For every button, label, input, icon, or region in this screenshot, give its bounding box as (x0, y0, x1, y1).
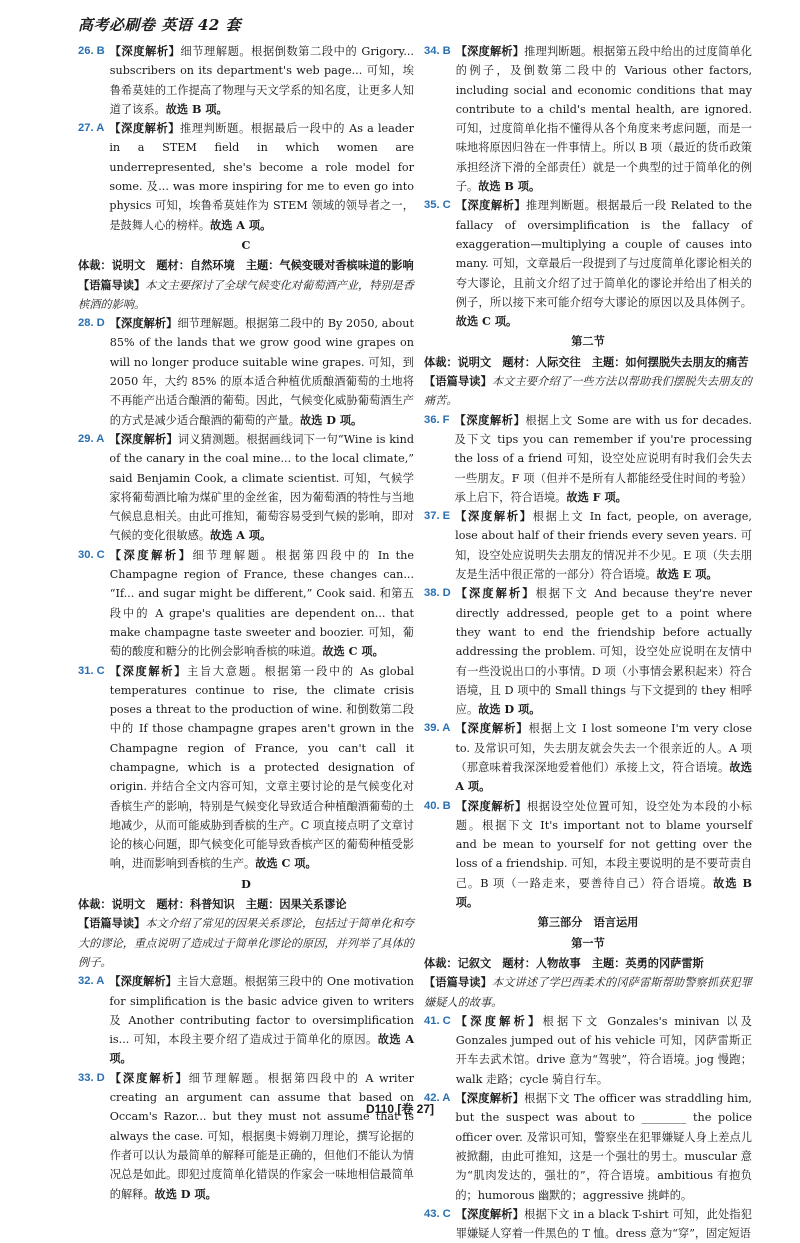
right-column (424, 42, 752, 1243)
question-number: 41. C (424, 1014, 451, 1027)
page-header-title: 高考必刷卷 英语 42 套 (78, 16, 242, 34)
answer-item (424, 797, 752, 913)
answer-item (78, 430, 414, 546)
analysis-tag: 【深度解析】 (109, 974, 177, 989)
passage-meta: 体裁：说明文 题材：科普知识 主题：因果关系谬论 (78, 897, 347, 912)
analysis-tag: 【深度解析】 (109, 663, 188, 678)
explanation-text: 推理判断题。根据最后一段 Related to the fallacy of oversimplification is the fallacy of exaggeration—multiplying a couple of causes into many. 可知，文章最后一段提到了与过度简单化谬论相关的夸大谬论，且前文介绍了过于简单化的谬论并给出了相关的例子，所以接下来可能介绍夸大谬论的原因以及具体例子。 (455, 199, 752, 309)
analysis-tag: 【深度解析】 (455, 586, 536, 601)
answer-explanation (456, 1205, 752, 1243)
answer-conclusion: 故选 D 项。 (299, 412, 363, 427)
passage-meta: 体裁：记叙文 题材：人物故事 主题：英勇的冈萨雷斯 (424, 955, 704, 970)
passage-meta: 体裁：说明文 题材：人际交往 主题：如何摆脱失去朋友的痛苦 (424, 354, 749, 369)
answer-explanation (109, 430, 414, 546)
passage-letter: C (241, 237, 251, 252)
answer-item (78, 546, 414, 662)
answer-conclusion: 故选 A 项。 (210, 217, 272, 232)
passage-guide (78, 914, 414, 972)
answer-conclusion: 故选 D 项。 (154, 1186, 217, 1201)
answer-item (78, 972, 414, 1068)
question-number: 39. A (424, 722, 451, 735)
analysis-tag: 【深度解析】 (109, 547, 193, 562)
guide-label: 【语篇导读】 (78, 916, 146, 931)
analysis-tag: 【深度解析】 (109, 44, 181, 58)
answer-item (78, 1069, 414, 1204)
answer-conclusion: 故选 D 项。 (478, 702, 541, 717)
question-number: 35. C (424, 199, 451, 212)
explanation-text: 根据下文 Gonzales's minivan 以及 Gonzales jumped out of his vehicle 可知，冈萨雷斯正开车去武术馆。drive 意为“驾驶”，符合语境。jog 慢跑；walk 走路；cycle 骑自行车。 (455, 1014, 752, 1086)
answer-conclusion: 故选 F 项。 (566, 489, 627, 504)
answer-explanation (110, 314, 414, 430)
explanation-text: 推理判断题。根据最后一段中的 As a leader in a STEM field in which women are underrepresented, she's become a role model for some. 及... was more inspiring for me to even go into physics 可知，埃鲁希莫娃作为 STEM 领域的领导者之一，是鼓舞人心的榜样。 (109, 122, 414, 232)
question-number: 38. D (424, 587, 451, 600)
passage-meta: 体裁：说明文 题材：自然环境 主题：气候变暖对香槟味道的影响 (78, 258, 414, 273)
answer-explanation (110, 42, 414, 119)
explanation-text: 词义猜测题。根据画线词下一句“Wine is kind of the canary in the coal mine... to the local climate,” said Benjamin Cook, a climate scientist. 可知，气候学家将葡萄酒比喻为煤矿里的金丝雀，因为葡萄酒的特性与当地气候息息相关。由此可推知，葡萄容易受到气候的影响，即对气候的变化很敏感。 (109, 432, 414, 543)
explanation-text: 根据下文 in a black T-shirt 可知，此处指犯罪嫌疑人穿着一件黑色的 T 恤。dress 意为“穿”，固定短语 (455, 1207, 752, 1241)
answer-conclusion: 故选 A 项。 (109, 1032, 415, 1066)
answer-explanation (110, 546, 414, 662)
explanation-text: 根据上文 Some are with us for decades. 及下文 tips you can remember if you're processing the loss of a friend 可知，设空处应说明有时我们会失去一些朋友。F 项（但并不是所有人都能经受住时间的考验）承上启下，符合语境。 (454, 413, 752, 504)
analysis-tag: 【深度解析】 (109, 316, 178, 331)
passage-guide (424, 372, 752, 411)
question-number: 28. D (78, 317, 105, 330)
answer-explanation (456, 42, 752, 196)
passage-guide (424, 973, 752, 1012)
answer-item (78, 314, 414, 430)
answer-item (78, 119, 414, 235)
answer-explanation (456, 797, 752, 913)
question-number: 37. E (424, 510, 451, 523)
guide-text: 本文讲述了学巴西柔术的冈萨雷斯帮助警察抓获犯罪嫌疑人的故事。 (424, 976, 752, 1009)
question-number: 31. C (78, 664, 105, 677)
explanation-text: 细节理解题。根据第二段中的 By 2050, about 85% of the lands that we grow good wine grapes on will no longer produce suitable wine grapes. 可知，到 2050 年，大约 85% 的原本适合种植优质酿酒葡萄的土地将不再能产出适合酿酒的葡萄。因此，气候变化威胁葡萄酒生产的方式是减少适合酿酒的葡萄的产量。 (109, 317, 414, 427)
answer-explanation (455, 719, 752, 796)
explanation-text: 根据设空处位置可知，设空处为本段的小标题。根据下文 It's important not to blame yourself and be mean to yourself for not getting over the loss of a friendship. 可知，本段主要说明的是不要苛责自己。B 项（一路走来，要善待自己）符合语境。 (455, 799, 752, 890)
explanation-text: 根据下文 The officer was straddling him, but the suspect was about to ________ the police officer over. 及常识可知，警察坐在犯罪嫌疑人身上差点儿被掀翻，由此可推知，这是一个强壮的男士。muscular 意为“肌肉发达的，强壮的”，符合语境。ambitious 有抱负的；humorous 幽默的；aggressive 挑衅的。 (455, 1092, 752, 1202)
guide-text: 本文主要探讨了全球气候变化对葡萄酒产业，特别是香槟酒的影响。 (78, 278, 414, 311)
analysis-tag: 【深度解析】 (455, 1013, 543, 1028)
question-number: 42. A (424, 1092, 451, 1105)
explanation-text: 细节理解题。根据倒数第二段中的 Grigory... subscribers on its department's web page... 可知，埃鲁希莫娃的工作提高了物理与天文学系的知名度，让更多人知道了该系。 (109, 45, 414, 116)
analysis-tag: 【深度解析】 (455, 44, 525, 58)
answer-conclusion: 故选 A 项。 (455, 759, 752, 794)
question-number: 40. B (424, 799, 451, 812)
explanation-text: 主旨大意题。根据第一段中的 As global temperatures continue to rise, the climate crisis poses a threat to the production of wine. 和倒数第二段中的 If those champagne grapes aren't grown in the Champagne region of France, you can't call it champagne, which is a protected designation of origin. 并结合全文内容可知，文章主要讨论的是气候变化对香槟生产的影响，特别是气候变化导致适合种植酿酒葡萄的土地减少，从而可能威胁到香槟的生产。C 项直接点明了文章讨论的核心问题，即气候变化可能导致香槟产区的葡萄种植受影响，进而影响到香槟的生产。 (109, 664, 414, 871)
answer-item (424, 1012, 752, 1089)
analysis-tag: 【深度解析】 (455, 198, 527, 213)
analysis-tag: 【深度解析】 (455, 798, 528, 813)
guide-text: 本文介绍了常见的因果关系谬论，包括过于简单化和夸大的谬论，重点说明了造成过于简单化谬论的原因，并列举了具体的例子。 (78, 917, 414, 969)
answer-conclusion: 故选 B 项。 (455, 875, 752, 910)
answer-explanation (456, 196, 752, 331)
section-title: 第二节 (571, 334, 605, 349)
explanation-text: 主旨大意题。根据第三段中的 One motivation for simplification is the basic advice given to writers 及 Another contributing factor to oversimplification is... 可知，本段主要介绍了造成过于简单化的原因。 (109, 975, 414, 1047)
explanation-text: 细节理解题。根据第四段中的 A writer creating an argument can assume that based on Occam's Razor... but they must not assume that is always the case. 可知，根据奥卡姆剃刀理论，撰写论据的作者可以认为最简单的解释可能是正确的，但他们不能认为情况总是如此。即犯过度简单化错误的作家会一味地相信最简单的解释。 (109, 1071, 414, 1201)
passage-letter: D (241, 876, 251, 891)
question-number: 43. C (424, 1207, 451, 1220)
section-title: 第三部分 语言运用 (537, 915, 639, 930)
answer-item (424, 411, 752, 507)
answer-conclusion: 故选 B 项。 (165, 101, 228, 116)
question-number: 33. D (78, 1071, 105, 1084)
answer-item (424, 584, 752, 719)
page-number: D110 [卷 27] (365, 1102, 435, 1116)
answer-item (424, 196, 752, 331)
guide-label: 【语篇导读】 (424, 975, 492, 990)
question-number: 30. C (78, 548, 105, 561)
answer-item (424, 1205, 752, 1243)
answer-explanation (456, 584, 752, 719)
answer-explanation (110, 662, 414, 874)
passage-guide (78, 276, 414, 315)
answer-explanation (456, 1012, 752, 1089)
left-column (78, 42, 414, 1204)
answer-explanation (109, 119, 414, 235)
analysis-tag: 【深度解析】 (109, 121, 181, 136)
analysis-tag: 【深度解析】 (109, 1070, 189, 1085)
question-number: 32. A (78, 975, 105, 988)
analysis-tag: 【深度解析】 (455, 1091, 525, 1106)
explanation-text: 细节理解题。根据第四段中的 In the Champagne region of France, these changes can... “If... and sugar might be different,” Cook said. 和第五段中的 A grape's qualities are dependent on... that make champagne taste sweeter and boozier. 可知，葡萄的酸度和糖分的比例会影响香槟的味道。 (109, 548, 414, 659)
analysis-tag: 【深度解析】 (455, 1206, 525, 1221)
answer-conclusion: 故选 C 项。 (455, 314, 518, 329)
question-number: 29. A (78, 432, 105, 445)
explanation-text: 推理判断题。根据第五段中给出的过度简单化的例子，及倒数第二段中的 Various other factors, including social and economic conditions that may contribute to a child's mental health, are ignored. 可知，过度简单化指不懂得从各个角度来考虑问题，而是一味地将原因归咎在一件事情上。所以 B 项（最近的货币政策承担经济下滑的全部责任）就是一个典型的过于简单化的例子。 (455, 45, 752, 194)
question-number: 26. B (78, 45, 105, 57)
analysis-tag: 【深度解析】 (454, 412, 526, 427)
guide-text: 本文主要介绍了一些方法以帮助我们摆脱失去朋友的痛苦。 (424, 375, 752, 408)
guide-label: 【语篇导读】 (78, 277, 146, 292)
question-number: 27. A (78, 122, 105, 135)
answer-conclusion: 故选 C 项。 (322, 644, 384, 659)
answer-item (78, 42, 414, 119)
answer-explanation (110, 1069, 414, 1204)
answer-explanation (455, 411, 753, 507)
answer-conclusion: 故选 A 项。 (210, 528, 272, 543)
answer-conclusion: 故选 E 项。 (656, 567, 718, 582)
answer-conclusion: 故选 C 项。 (255, 856, 317, 871)
answer-item (78, 662, 414, 874)
answer-item (424, 42, 752, 196)
guide-label: 【语篇导读】 (424, 374, 492, 389)
question-number: 34. B (424, 45, 451, 57)
answer-conclusion: 故选 B 项。 (478, 179, 541, 194)
question-number: 36. F (424, 413, 450, 426)
analysis-tag: 【深度解析】 (455, 509, 533, 524)
answer-explanation (455, 507, 752, 584)
explanation-text: 根据上文 In fact, people, on average, lose about half of their friends every seven years. 可知，设空处应说明失去朋友的情况并不少见。E 项（失去朋友是生活中很正常的一部分）符合语境。 (455, 510, 752, 582)
answer-item (424, 507, 752, 584)
explanation-text: 根据下文 And because they're never directly addressed, people get to a point where they want to end the friendship before actually addressing the problem. 可知，设空处应说明在友情中有一些没说出口的小事情。D 项（小事情会累积起来）符合语境，且 D 项中的 Small things 与下文提到的 they 相呼应。 (455, 587, 752, 717)
analysis-tag: 【深度解析】 (109, 431, 178, 446)
answer-explanation (109, 972, 414, 1068)
analysis-tag: 【深度解析】 (455, 721, 529, 736)
answer-item (424, 719, 752, 796)
section-title: 第一节 (571, 935, 605, 950)
explanation-text: 根据上文 I lost someone I'm very close to. 及常识可知，失去朋友就会失去一个很亲近的人。A 项（那意味着我深深地爱着他们）承接上文，符合语境。 (455, 722, 752, 774)
